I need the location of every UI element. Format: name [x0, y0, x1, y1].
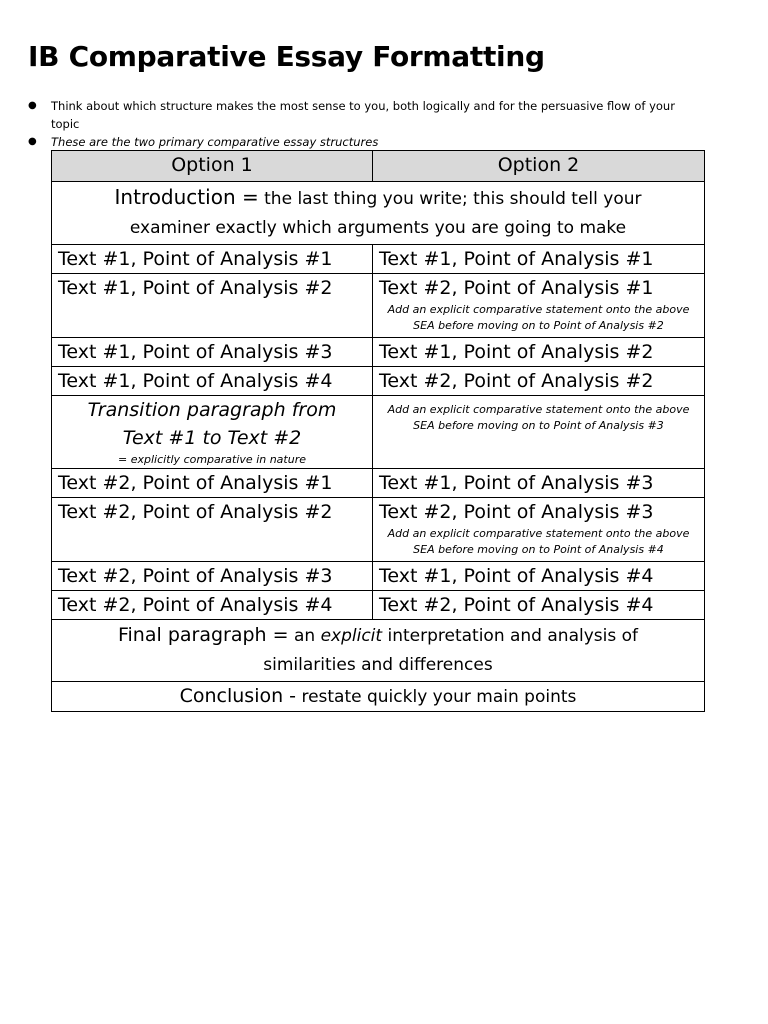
header-option-2: Option 2 [373, 151, 705, 182]
table-row [52, 367, 705, 396]
transition-cell [52, 396, 373, 469]
final-emphasis: explicit [320, 626, 383, 646]
option-2-cell [373, 274, 705, 338]
transition-text: Transition paragraph from Text #1 to Text #2 [87, 399, 337, 449]
option-2-cell: Text #1, Point of Analysis #3 [373, 469, 705, 498]
bullet-text: These are the two primary comparative essay structures [51, 135, 379, 149]
conclusion-text: restate quickly your main points [296, 687, 577, 707]
page-title: IB Comparative Essay Formatting [28, 40, 545, 73]
table-row [52, 338, 705, 367]
option-1-cell: Text #1, Point of Analysis #1 [52, 245, 373, 274]
introduction-row [52, 182, 705, 245]
option-2-cell: Text #1, Point of Analysis #4 [373, 562, 705, 591]
comparative-note: Add an explicit comparative statement onto the above SEA before moving on to Point of Analysis #3 [387, 403, 690, 432]
option-1-cell: Text #2, Point of Analysis #4 [52, 591, 373, 620]
essay-structure-table [51, 150, 705, 712]
transition-row [52, 396, 705, 469]
option-2-cell: Text #2, Point of Analysis #4 [373, 591, 705, 620]
option-1-cell: Text #2, Point of Analysis #2 [52, 498, 373, 562]
option-1-cell: Text #1, Point of Analysis #4 [52, 367, 373, 396]
final-pre: an [288, 626, 321, 646]
option-2-text: Text #2, Point of Analysis #1 [379, 277, 654, 299]
introduction-cell [52, 182, 705, 245]
option-1-cell: Text #1, Point of Analysis #2 [52, 274, 373, 338]
introduction-label: Introduction = [114, 185, 259, 209]
table-row [52, 562, 705, 591]
final-paragraph-row [52, 620, 705, 682]
comparative-note: Add an explicit comparative statement onto the above SEA before moving on to Point of Analysis #2 [387, 303, 690, 332]
final-label: Final paragraph = [117, 624, 289, 646]
bullet-list [28, 97, 688, 151]
header-option-1: Option 1 [52, 151, 373, 182]
bullet-item [28, 97, 688, 133]
table-row [52, 591, 705, 620]
option-2-cell: Text #2, Point of Analysis #2 [373, 367, 705, 396]
table-row [52, 469, 705, 498]
option-2-cell [373, 396, 705, 469]
transition-subtext: = explicitly comparative in nature [118, 453, 306, 466]
option-1-cell: Text #2, Point of Analysis #3 [52, 562, 373, 591]
option-2-cell [373, 498, 705, 562]
bullet-item [28, 133, 688, 151]
conclusion-cell [52, 682, 705, 712]
bullet-dot-icon: ● [28, 100, 37, 111]
option-1-cell: Text #2, Point of Analysis #1 [52, 469, 373, 498]
final-paragraph-cell [52, 620, 705, 682]
bullet-text: Think about which structure makes the most sense to you, both logically and for the persuasive flow of your topic [51, 99, 675, 131]
bullet-dot-icon: ● [28, 136, 37, 147]
option-2-text: Text #2, Point of Analysis #3 [379, 501, 654, 523]
conclusion-row [52, 682, 705, 712]
table-row [52, 245, 705, 274]
table-row [52, 498, 705, 562]
table-header-row [52, 151, 705, 182]
table-row [52, 274, 705, 338]
conclusion-label: Conclusion - [179, 685, 297, 707]
option-2-cell: Text #1, Point of Analysis #1 [373, 245, 705, 274]
introduction-text: the last thing you write; this should tell your examiner exactly which arguments you are going to make [129, 189, 642, 238]
option-2-cell: Text #1, Point of Analysis #2 [373, 338, 705, 367]
final-text: interpretation and analysis of similarities and differences [263, 626, 639, 675]
option-1-cell: Text #1, Point of Analysis #3 [52, 338, 373, 367]
comparative-note: Add an explicit comparative statement onto the above SEA before moving on to Point of Analysis #4 [387, 527, 690, 556]
